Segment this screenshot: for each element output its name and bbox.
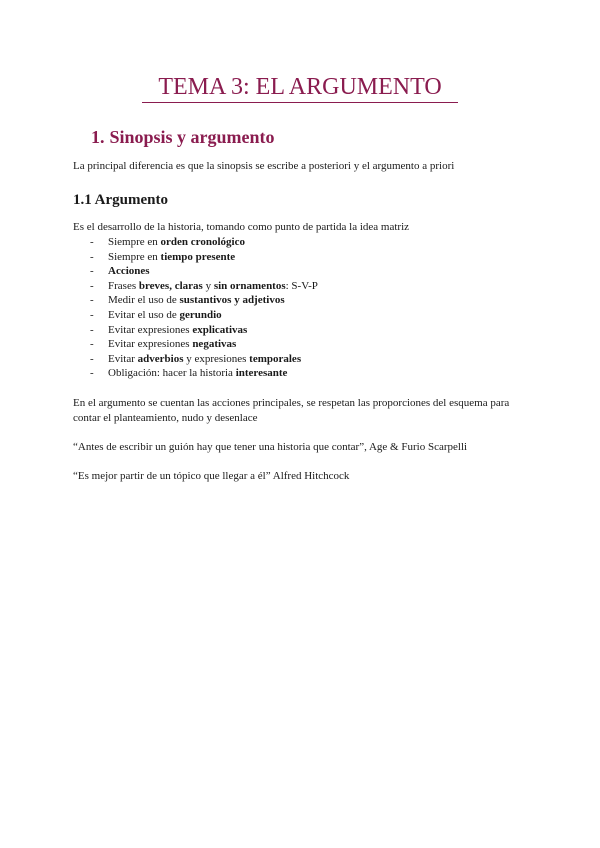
list-item-bold: interesante	[235, 367, 288, 380]
list-item-text: Siempre en	[108, 236, 161, 248]
list-item	[73, 235, 318, 250]
list-item-text: y expresiones	[183, 352, 250, 365]
section-number: 1.	[91, 127, 105, 147]
subsection-heading: 1.1 Argumento	[73, 192, 168, 208]
list-item	[73, 250, 318, 265]
list-item-bold: negativas	[192, 338, 237, 351]
rules-list	[73, 235, 318, 381]
bullet-dash: -	[90, 236, 94, 248]
list-item-bold: Acciones	[108, 265, 150, 278]
list-item-text: Medir el uso de	[108, 294, 180, 307]
list-item-text: Siempre en	[108, 250, 161, 263]
list-item	[73, 264, 318, 279]
bullet-dash: -	[90, 338, 94, 351]
quote-hitchcock: “Es mejor partir de un tópico que llegar a él” Alfred Hitchcock	[73, 470, 350, 482]
list-item	[73, 323, 318, 338]
bullet-dash: -	[90, 367, 94, 380]
list-item-bold: gerundio	[179, 308, 222, 321]
list-item-text: Evitar	[108, 352, 138, 365]
list-item-bold: temporales	[249, 352, 302, 365]
list-item	[73, 308, 318, 323]
bullet-dash: -	[90, 265, 94, 278]
bullet-dash: -	[90, 323, 94, 336]
list-item	[73, 366, 318, 381]
list-item-bold: orden cronológico	[160, 236, 245, 248]
list-item-bold: adverbios	[137, 352, 184, 365]
bullet-dash: -	[90, 294, 94, 307]
list-item-text: Frases	[108, 279, 139, 292]
list-item-text: Evitar el uso de	[108, 308, 180, 321]
list-item	[73, 279, 318, 294]
list-item-text: y	[202, 279, 214, 292]
list-item-text: : S-V-P	[285, 279, 318, 292]
section-heading-1	[91, 127, 275, 148]
list-item	[73, 337, 318, 352]
list-item-bold: explicativas	[192, 323, 248, 336]
section-title: Sinopsis y argumento	[109, 127, 275, 147]
bullet-dash: -	[90, 279, 94, 292]
list-item-bold: tiempo presente	[160, 250, 236, 263]
bullet-dash: -	[90, 308, 94, 321]
list-item-text: Evitar expresiones	[108, 338, 193, 351]
list-item-bold: sin ornamentos	[213, 279, 286, 292]
quote-scarpelli: “Antes de escribir un guión hay que tener una historia que contar”, Age & Furio Scarpelli	[73, 441, 468, 453]
list-item-bold: sustantivos y adjetivos	[179, 294, 285, 307]
body-paragraph: En el argumento se cuentan las acciones principales, se respetan las proporciones del esquema para contar el planteamiento, nudo y desenlace	[73, 397, 510, 424]
list-item-text: Obligación: hacer la historia	[108, 367, 236, 380]
page-title: TEMA 3: EL ARGUMENTO	[142, 72, 458, 103]
definition-paragraph: Es el desarrollo de la historia, tomando como punto de partida la idea matriz	[73, 221, 410, 233]
list-item	[73, 293, 318, 308]
list-item-text: Evitar expresiones	[108, 323, 193, 336]
bullet-dash: -	[90, 250, 94, 263]
list-item-bold: breves, claras	[138, 279, 203, 292]
bullet-dash: -	[90, 352, 94, 365]
intro-paragraph: La principal diferencia es que la sinopsis se escribe a posteriori y el argumento a priori	[73, 160, 455, 172]
list-item	[73, 352, 318, 367]
